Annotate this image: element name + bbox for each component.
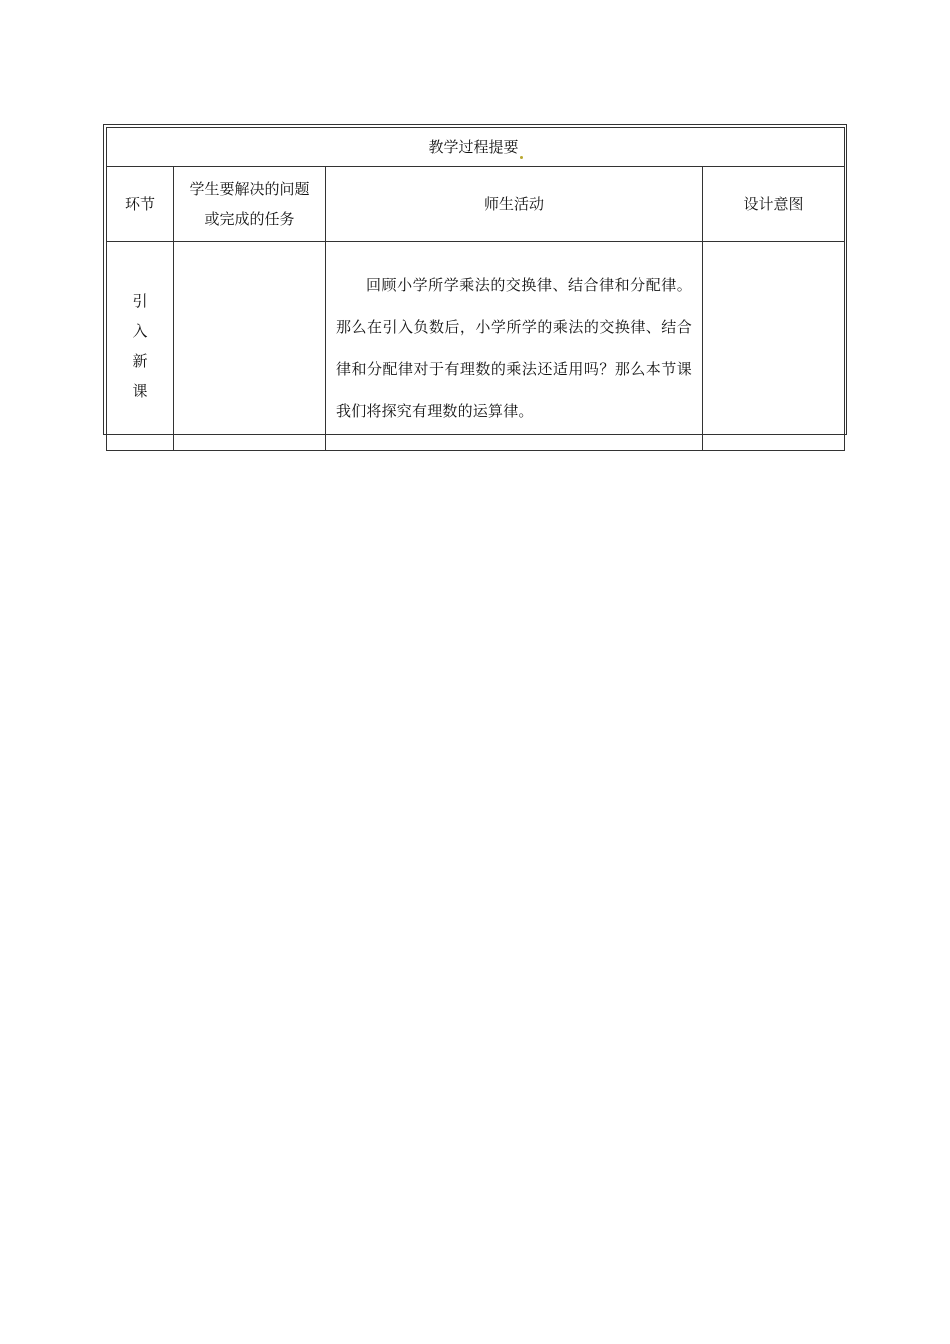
header-intent: 设计意图	[703, 167, 845, 242]
table-title-cell	[107, 128, 845, 167]
section-char: 入	[132, 321, 148, 340]
lesson-plan-table-frame	[103, 124, 847, 435]
table-row	[107, 242, 845, 451]
section-char: 课	[132, 381, 148, 400]
table-header-row	[107, 167, 845, 242]
annotation-dot	[520, 156, 523, 159]
header-activity: 师生活动	[326, 167, 703, 242]
table-title: 教学过程提要	[428, 138, 519, 156]
table-title-row	[107, 128, 845, 167]
section-char: 新	[132, 351, 148, 370]
section-cell	[107, 242, 174, 451]
task-cell	[174, 242, 326, 451]
section-name-vertical	[107, 291, 173, 400]
intent-cell	[703, 242, 845, 451]
activity-cell: 回顾小学所学乘法的交换律、结合律和分配律。那么在引入负数后，小学所学的乘法的交换律、结合律和分配律对于有理数的乘法还适用吗？那么本节课我们将探究有理数的运算律。	[326, 242, 703, 451]
lesson-plan-table	[106, 127, 845, 451]
section-char: 引	[132, 291, 148, 310]
header-section: 环节	[107, 167, 174, 242]
header-task: 学生要解决的问题或完成的任务	[174, 167, 326, 242]
